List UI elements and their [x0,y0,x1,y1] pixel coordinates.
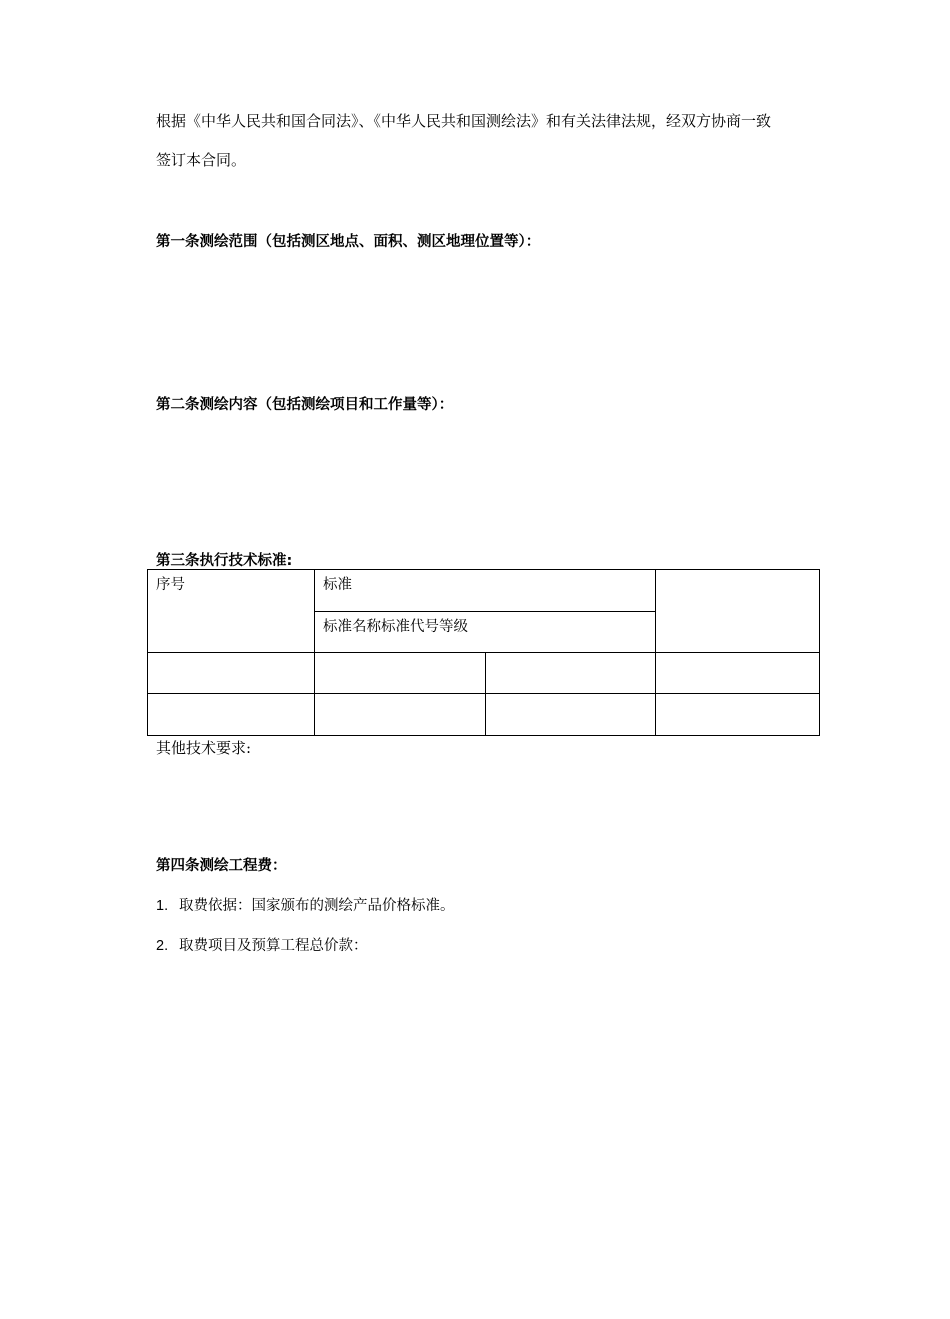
list-item-text: 取费依据：国家颁布的测绘产品价格标准。 [179,898,455,914]
table-subheader-standard-details: 标准名称标准代号等级 [315,612,656,653]
table-header-blank [656,570,820,653]
list-item-text: 取费项目及预算工程总价款： [179,938,368,954]
other-technical-requirements: 其他技术要求: [156,739,252,757]
table-cell [148,653,315,694]
article-1-heading: 第一条测绘范围（包括测区地点、面积、测区地理位置等）： [156,234,541,250]
table-header-row [148,570,820,612]
article-2-heading: 第二条测绘内容（包括测绘项目和工作量等）： [156,397,454,413]
article-4-heading: 第四条测绘工程费： [156,858,287,874]
list-item-number: 1. [156,898,169,914]
table-row [148,653,820,694]
table-cell [656,694,820,736]
table-cell [486,653,656,694]
table-cell [315,653,486,694]
table-cell [148,694,315,736]
table-cell [656,653,820,694]
list-item [156,936,368,956]
list-item [156,896,455,916]
table-cell [315,694,486,736]
intro-line-1: 根据《中华人民共和国合同法》、《中华人民共和国测绘法》和有关法律法规，经双方协商一致 [156,112,772,130]
table-header-standard: 标准 [315,570,656,612]
table-cell [486,694,656,736]
list-item-number: 2. [156,938,169,954]
table-header-serial: 序号 [148,570,315,653]
intro-line-2: 签订本合同。 [156,151,247,169]
table-row [148,694,820,736]
article-3-heading: 第三条执行技术标准: [156,553,293,569]
technical-standards-table [147,569,820,736]
